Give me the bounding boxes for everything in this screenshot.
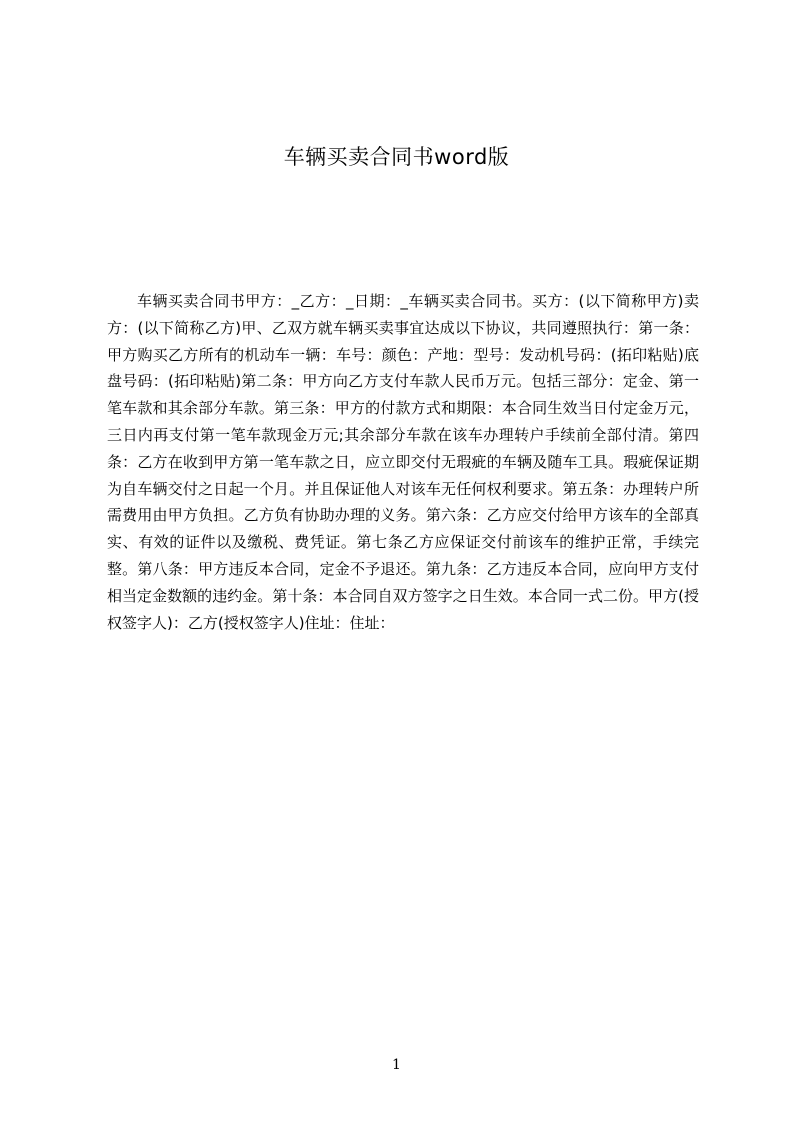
document-title: 车辆买卖合同书word版 bbox=[283, 145, 510, 169]
page-number: 1 bbox=[392, 1057, 401, 1073]
document-body-paragraph: 车辆买卖合同书甲方：_乙方：_日期：_车辆买卖合同书。买方：(以下简称甲方)卖方：(以下简称乙方)甲、乙双方就车辆买卖事宜达成以下协议，共同遵照执行：第一条：甲方购买乙方所有的机动车一辆：车号：颜色：产地：型号：发动机号码：(拓印粘贴)底盘号码：(拓印粘贴)第二条：甲方向乙方支付车款人民币万元。包括三部分：定金、第一笔车款和其余部分车款。第三条：甲方的付款方式和期限：本合同生效当日付定金万元，三日内再支付第一笔车款现金万元;其余部分车款在该车办理转户手续前全部付清。第四条：乙方在收到甲方第一笔车款之日，应立即交付无瑕疵的车辆及随车工具。瑕疵保证期为自车辆交付之日起一个月。并且保证他人对该车无任何权利要求。第五条：办理转户所需费用由甲方负担。乙方负有协助办理的义务。第六条：乙方应交付给甲方该车的全部真实、有效的证件以及缴税、费凭证。第七条乙方应保证交付前该车的维护正常，手续完整。第八条：甲方违反本合同，定金不予退还。第九条：乙方违反本合同，应向甲方支付相当定金数额的违约金。第十条：本合同自双方签字之日生效。本合同一式二份。甲方(授权签字人)：乙方(授权签字人)住址：住址： bbox=[107, 292, 699, 632]
